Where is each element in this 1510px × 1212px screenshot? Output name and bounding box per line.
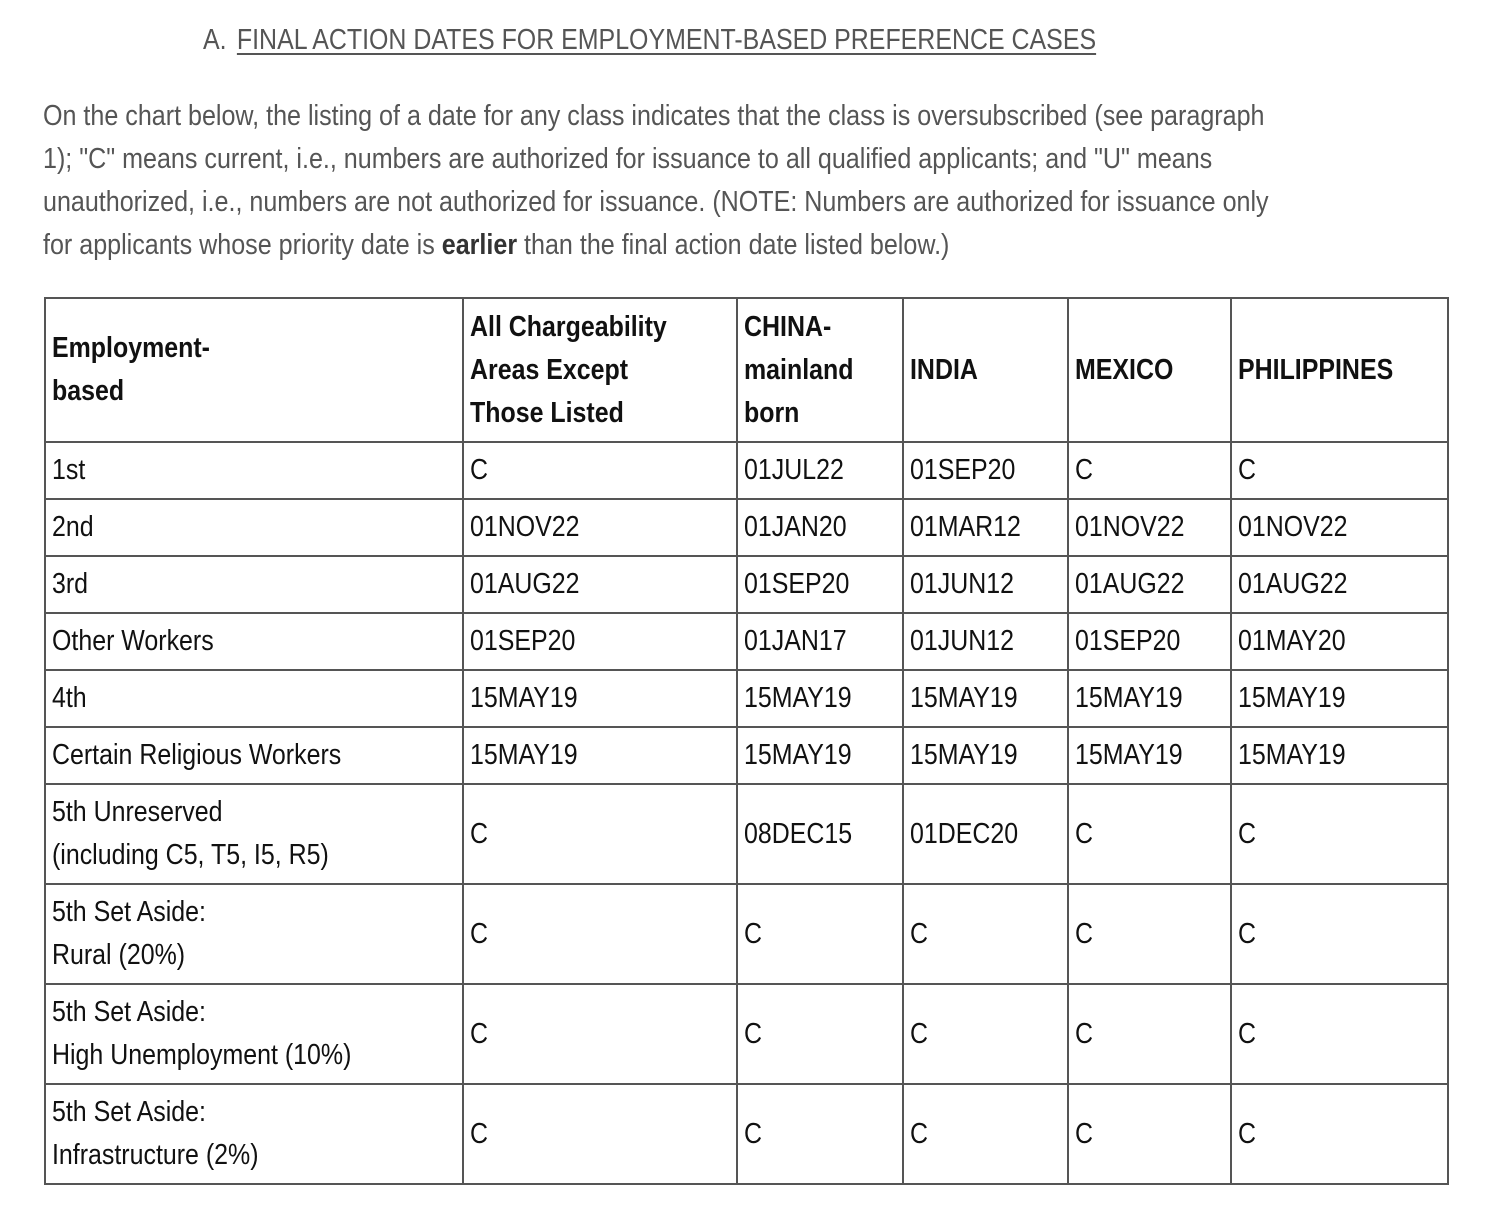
cell-all: 01SEP20	[463, 613, 737, 670]
cell-china: C	[737, 984, 903, 1084]
table-row	[45, 613, 1448, 670]
cell-all: C	[463, 442, 737, 499]
table-row	[45, 727, 1448, 784]
cell-china: 08DEC15	[737, 784, 903, 884]
cell-all: C	[463, 984, 737, 1084]
cell-all: C	[463, 784, 737, 884]
cell-india: 01JUN12	[903, 613, 1068, 670]
table-row	[45, 556, 1448, 613]
cell-india: 15MAY19	[903, 727, 1068, 784]
cell-all: 01NOV22	[463, 499, 737, 556]
section-heading	[203, 18, 1096, 62]
table-row	[45, 1084, 1448, 1184]
cell-mexico: C	[1068, 442, 1231, 499]
table-row	[45, 499, 1448, 556]
row-category: 3rd	[45, 556, 463, 613]
cell-mexico: C	[1068, 984, 1231, 1084]
cell-mexico: C	[1068, 1084, 1231, 1184]
cell-india: C	[903, 884, 1068, 984]
section-letter: A.	[203, 24, 227, 56]
header-philippines: PHILIPPINES	[1231, 298, 1448, 442]
cell-china: C	[737, 1084, 903, 1184]
cell-mexico: 01NOV22	[1068, 499, 1231, 556]
section-title: FINAL ACTION DATES FOR EMPLOYMENT-BASED PREFERENCE CASES	[236, 24, 1097, 56]
cell-philippines: 15MAY19	[1231, 670, 1448, 727]
cell-philippines: C	[1231, 984, 1448, 1084]
intro-line: unauthorized, i.e., numbers are not authorized for issuance. (NOTE: Numbers are authorized for issuance only	[43, 186, 1269, 218]
cell-india: 15MAY19	[903, 670, 1068, 727]
cell-india: 01DEC20	[903, 784, 1068, 884]
cell-all: C	[463, 884, 737, 984]
intro-text: for applicants whose priority date is	[43, 229, 442, 261]
intro-emphasis: earlier	[441, 229, 518, 261]
intro-paragraph	[43, 95, 1444, 267]
table-row	[45, 984, 1448, 1084]
cell-mexico: 15MAY19	[1068, 727, 1231, 784]
cell-mexico: C	[1068, 884, 1231, 984]
row-category: Certain Religious Workers	[45, 727, 463, 784]
header-china: CHINA- mainland born	[737, 298, 903, 442]
table-row	[45, 670, 1448, 727]
header-employment-based: Employment- based	[45, 298, 463, 442]
cell-philippines: 01NOV22	[1231, 499, 1448, 556]
row-category: Other Workers	[45, 613, 463, 670]
cell-all: C	[463, 1084, 737, 1184]
header-india: INDIA	[903, 298, 1068, 442]
row-category: 5th Set Aside: Rural (20%)	[45, 884, 463, 984]
header-all-chargeability: All Chargeability Areas Except Those Listed	[463, 298, 737, 442]
cell-india: C	[903, 1084, 1068, 1184]
row-category: 2nd	[45, 499, 463, 556]
cell-mexico: 15MAY19	[1068, 670, 1231, 727]
header-mexico: MEXICO	[1068, 298, 1231, 442]
cell-philippines: 01MAY20	[1231, 613, 1448, 670]
cell-china: 01JAN17	[737, 613, 903, 670]
intro-line: 1); "C" means current, i.e., numbers are authorized for issuance to all qualified applicants; and "U" means	[43, 143, 1213, 175]
cell-india: 01SEP20	[903, 442, 1068, 499]
intro-line: On the chart below, the listing of a date for any class indicates that the class is oversubscribed (see paragraph	[43, 100, 1265, 132]
cell-china: 01JUL22	[737, 442, 903, 499]
cell-india: C	[903, 984, 1068, 1084]
cell-mexico: C	[1068, 784, 1231, 884]
cell-china: 15MAY19	[737, 727, 903, 784]
cell-all: 15MAY19	[463, 727, 737, 784]
row-category: 5th Set Aside: High Unemployment (10%)	[45, 984, 463, 1084]
cell-india: 01JUN12	[903, 556, 1068, 613]
cell-philippines: 01AUG22	[1231, 556, 1448, 613]
cell-mexico: 01SEP20	[1068, 613, 1231, 670]
table-row	[45, 442, 1448, 499]
table-row	[45, 784, 1448, 884]
table-row	[45, 884, 1448, 984]
cell-all: 01AUG22	[463, 556, 737, 613]
intro-line	[43, 224, 1444, 267]
cell-philippines: C	[1231, 1084, 1448, 1184]
final-action-dates-table	[44, 297, 1449, 1185]
cell-china: 15MAY19	[737, 670, 903, 727]
cell-china: C	[737, 884, 903, 984]
cell-all: 15MAY19	[463, 670, 737, 727]
cell-india: 01MAR12	[903, 499, 1068, 556]
cell-mexico: 01AUG22	[1068, 556, 1231, 613]
header-row	[45, 298, 1448, 442]
row-category: 4th	[45, 670, 463, 727]
intro-text: than the final action date listed below.)	[517, 229, 950, 261]
cell-china: 01SEP20	[737, 556, 903, 613]
cell-philippines: 15MAY19	[1231, 727, 1448, 784]
cell-philippines: C	[1231, 784, 1448, 884]
cell-china: 01JAN20	[737, 499, 903, 556]
row-category: 1st	[45, 442, 463, 499]
row-category: 5th Set Aside: Infrastructure (2%)	[45, 1084, 463, 1184]
cell-philippines: C	[1231, 884, 1448, 984]
row-category: 5th Unreserved (including C5, T5, I5, R5)	[45, 784, 463, 884]
cell-philippines: C	[1231, 442, 1448, 499]
